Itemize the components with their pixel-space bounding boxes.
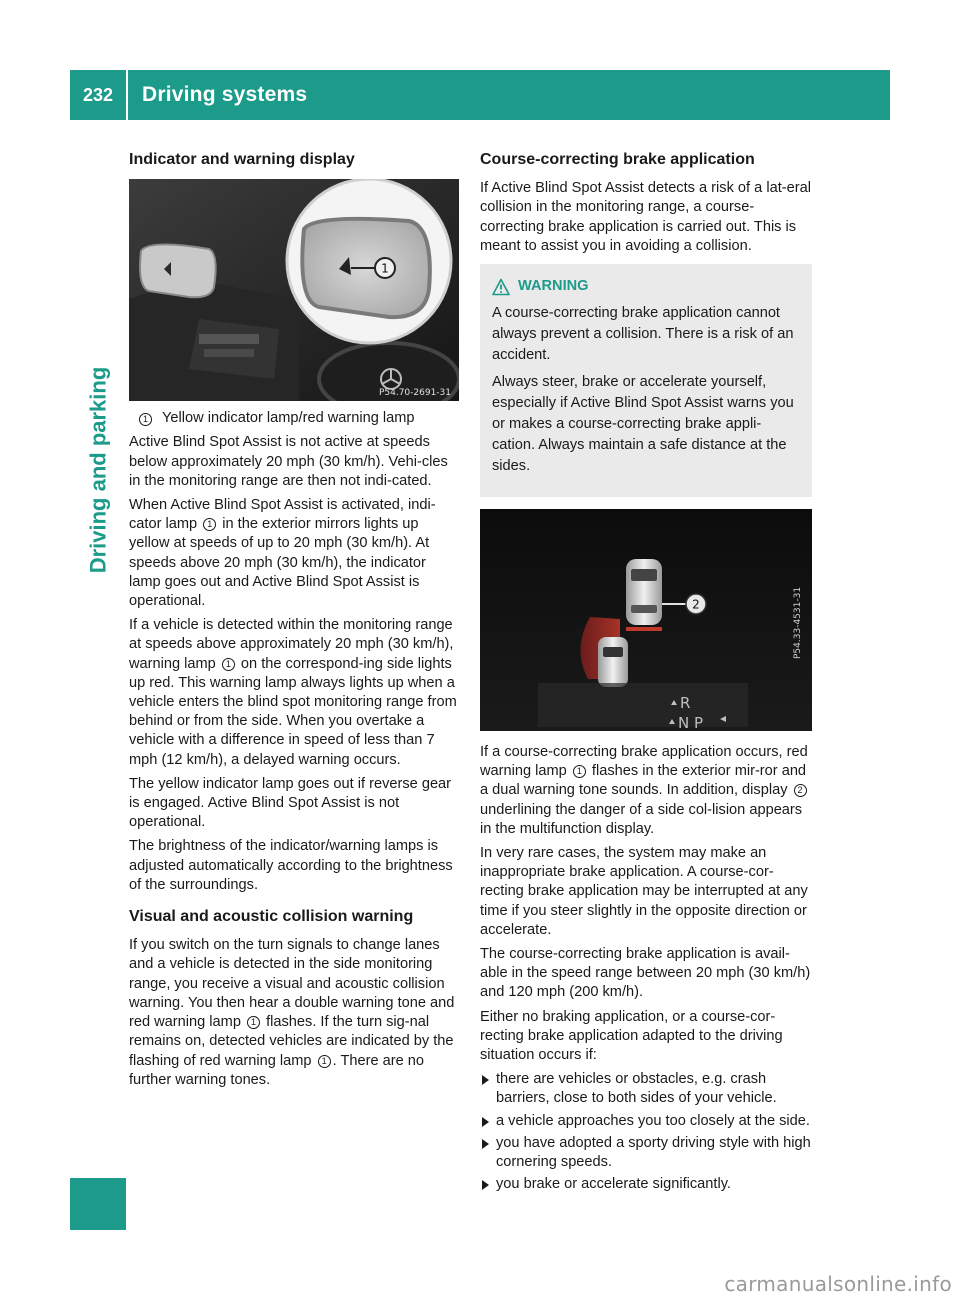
paragraph: In very rare cases, the system may make an inappropriate brake application. A course-cor-recting brake application may be interrupted at any time if you steer slightly in the opposite direction or accelerate. xyxy=(480,845,808,938)
warning-title: WARNING xyxy=(518,278,589,295)
paragraph: If Active Blind Spot Assist detects a risk of a lat-eral collision in the monitoring range, a course-correcting brake application is carried out. This is meant to assist you in avoiding a collision. xyxy=(480,180,811,254)
paragraph: If you switch on the turn signals to change lanes and a vehicle is detected in the side monitoring range, you receive a visual and acoustic collision warning. You then hear a double warning tone and red warning lamp 1 flashes. If the turn sig-nal remains on, detected vehicles are indicated by the flashing of red warning lamp 1 . There are no further warning tones. xyxy=(129,937,455,1088)
paragraph: The brightness of the indicator/warning lamps is adjusted automatically according to the brightness of the surroundings. xyxy=(129,838,453,893)
multifunction-display-image xyxy=(480,509,812,731)
right-column xyxy=(480,150,812,1197)
paragraph: The course-correcting brake application is avail-able in the speed range between 20 mph (30 km/h) and 120 mph (200 km/h). xyxy=(480,946,811,1001)
paragraph: If a course-correcting brake application occurs, red warning lamp 1 flashes in the exterior mir-ror and a dual warning tone sounds. In addition, display 2 underlining the danger of a side col-lision appears in the multifunction display. xyxy=(480,744,808,837)
condition-list xyxy=(480,1070,812,1194)
side-tab-label: Driving and parking xyxy=(85,366,110,574)
figure-code: P54.33-4531-31 xyxy=(793,586,803,660)
gear-r: R xyxy=(680,694,691,713)
heading-indicator-display: Indicator and warning display xyxy=(129,151,355,168)
figure-code: P54.70-2691-31 xyxy=(378,388,451,399)
legend-text: Yellow indicator lamp/red warning lamp xyxy=(162,410,415,427)
warning-box xyxy=(480,264,812,497)
callout-1: 1 xyxy=(381,261,389,276)
figure-legend xyxy=(129,409,461,428)
ref-badge: 1 xyxy=(203,518,216,531)
paragraph: The yellow indicator lamp goes out if reverse gear is engaged. Active Blind Spot Assist is not operational. xyxy=(129,775,452,831)
paragraph: When Active Blind Spot Assist is activated, indi-cator lamp 1 in the exterior mirrors lights up yellow at speeds of up to 20 mph (30 km/h). At speeds above 20 mph (30 km/h), the indicator lamp goes out and Active Blind Spot Assist is operational. xyxy=(129,497,436,610)
callout-2: 2 xyxy=(692,597,700,612)
ref-badge: 1 xyxy=(318,1055,331,1068)
side-tab-marker xyxy=(70,1178,126,1230)
ref-badge: 1 xyxy=(222,658,235,671)
paragraph: Either no braking application, or a course-cor-recting brake application adapted to the driving situation occurs if: xyxy=(480,1008,783,1064)
heading-brake-application: Course-correcting brake application xyxy=(480,151,755,168)
heading-collision-warning: Visual and acoustic collision warning xyxy=(129,908,414,926)
ref-badge: 1 xyxy=(573,765,586,778)
warning-text: Always steer, brake or accelerate yourself, especially if Active Blind Spot Assist warns you or makes a course-correcting brake appli-cation. Always maintain a safe distance at the sides. xyxy=(492,374,794,475)
page-number: 232 xyxy=(82,84,114,105)
mirror-photo xyxy=(129,179,459,401)
warning-text: A course-correcting brake application cannot always prevent a collision. There is a risk of an accident. xyxy=(492,305,794,364)
list-item: you have adopted a sporty driving style with high cornering speeds. xyxy=(480,1134,812,1172)
section-title: Driving systems xyxy=(142,83,308,106)
page-header xyxy=(70,70,890,120)
list-item: you brake or accelerate significantly. xyxy=(480,1175,812,1194)
watermark: carmanualsonline.info xyxy=(724,1272,952,1296)
ref-badge: 2 xyxy=(794,784,807,797)
gear-np: N P xyxy=(678,714,704,732)
paragraph: If a vehicle is detected within the monitoring range at speeds above approximately 20 mph (30 km/h), warning lamp 1 on the correspond-ing side lights up red. This warning lamp always lights up when a vehicle enters the blind spot monitoring range from behind or from the side. When you overtake a vehicle with a difference in speed of less than 7 mph (12 km/h), a delayed warning occurs. xyxy=(129,617,457,768)
ref-badge: 1 xyxy=(247,1016,260,1029)
list-item: there are vehicles or obstacles, e.g. crash barriers, close to both sides of your vehicle. xyxy=(480,1070,812,1108)
warning-triangle-icon xyxy=(492,278,510,296)
left-column xyxy=(129,150,461,1095)
legend-badge: 1 xyxy=(139,413,152,426)
list-item: a vehicle approaches you too closely at the side. xyxy=(480,1112,812,1131)
paragraph: Active Blind Spot Assist is not active at speeds below approximately 20 mph (30 km/h). Vehi-cles in the monitoring range are then not indi-cated. xyxy=(129,434,448,489)
